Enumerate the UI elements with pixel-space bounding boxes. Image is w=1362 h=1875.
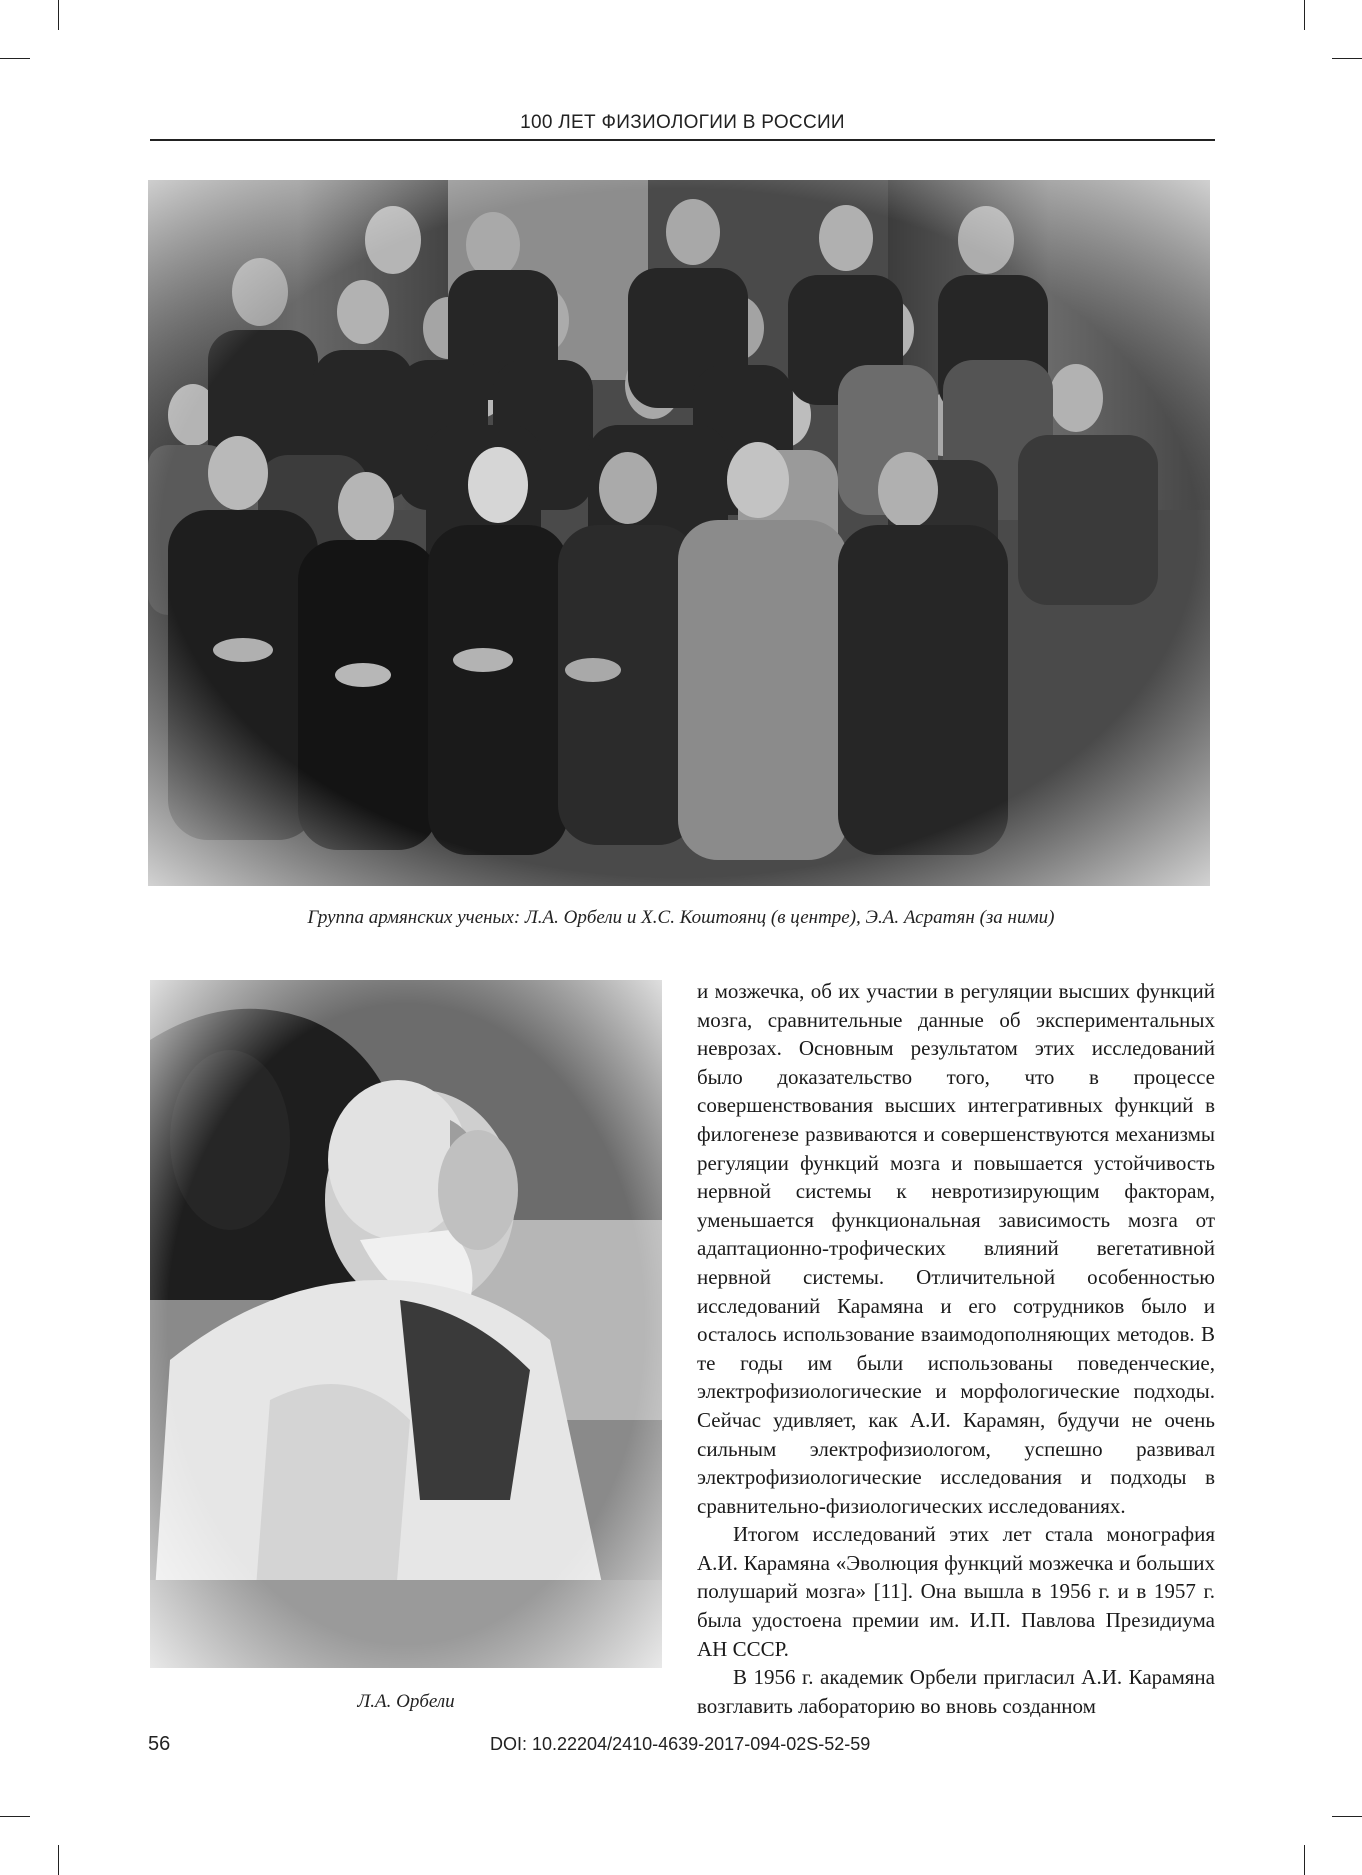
portrait-photo-caption: Л.А. Орбели <box>357 1691 455 1712</box>
doi-reference: DOI: 10.22204/2410-4639-2017-094-02S-52-59 <box>490 1734 871 1754</box>
group-photo <box>148 180 1210 886</box>
portrait-photo <box>150 980 662 1668</box>
crop-mark <box>1304 1845 1305 1875</box>
body-paragraph: Итогом исследований этих лет стала монография А.И. Карамяна «Эволюция функций мозжечка и больших полушарий мозга» [11]. Она вышла в 1956 г. и в 1957 г. была удостоена премии им. И.П. Павлова Президиума АН СССР. <box>697 1522 1215 1661</box>
group-photo-caption: Группа армянских ученых: Л.А. Орбели и Х.С. Коштоянц (в центре), Э.А. Асратян (за ними) <box>307 907 1055 928</box>
crop-mark <box>0 1816 30 1817</box>
crop-mark <box>1332 1816 1362 1817</box>
running-header: 100 ЛЕТ ФИЗИОЛОГИИ В РОССИИ <box>520 112 845 133</box>
body-text-column <box>697 977 1215 1720</box>
body-paragraph: В 1956 г. академик Орбели пригласил А.И. Карамяна возглавить лабораторию во вновь созданном <box>697 1665 1215 1718</box>
crop-mark <box>0 58 30 59</box>
crop-mark <box>1304 0 1305 30</box>
body-paragraph: и мозжечка, об их участии в регуляции высших функций мозга, сравнительные данные об экспериментальных неврозах. Основным результатом этих исследований было доказательство того, что в процессе совершенствования высших интегративных функций в филогенезе развиваются и совершенствуются механизмы регуляции функций мозга и повышается устойчивость нервной системы к невротизирующим факторам, уменьшается функциональная зависимость мозга от адаптационно-трофических влияний вегетативной нервной системы. Отличительной особенностью исследований Карамяна и его сотрудников было и осталось использование взаимодополняющих методов. В те годы им были использованы поведенческие, электрофизиологические и морфологические подходы. Сейчас удивляет, как А.И. Карамян, будучи не очень сильным электрофизиологом, успешно развивал электрофизиологические исследования и подходы в сравнительно-физиологических исследованиях. <box>697 979 1215 1518</box>
crop-mark <box>1332 58 1362 59</box>
header-rule <box>150 139 1215 141</box>
crop-mark <box>58 0 59 30</box>
page-number: 56 <box>148 1733 171 1755</box>
crop-mark <box>58 1845 59 1875</box>
